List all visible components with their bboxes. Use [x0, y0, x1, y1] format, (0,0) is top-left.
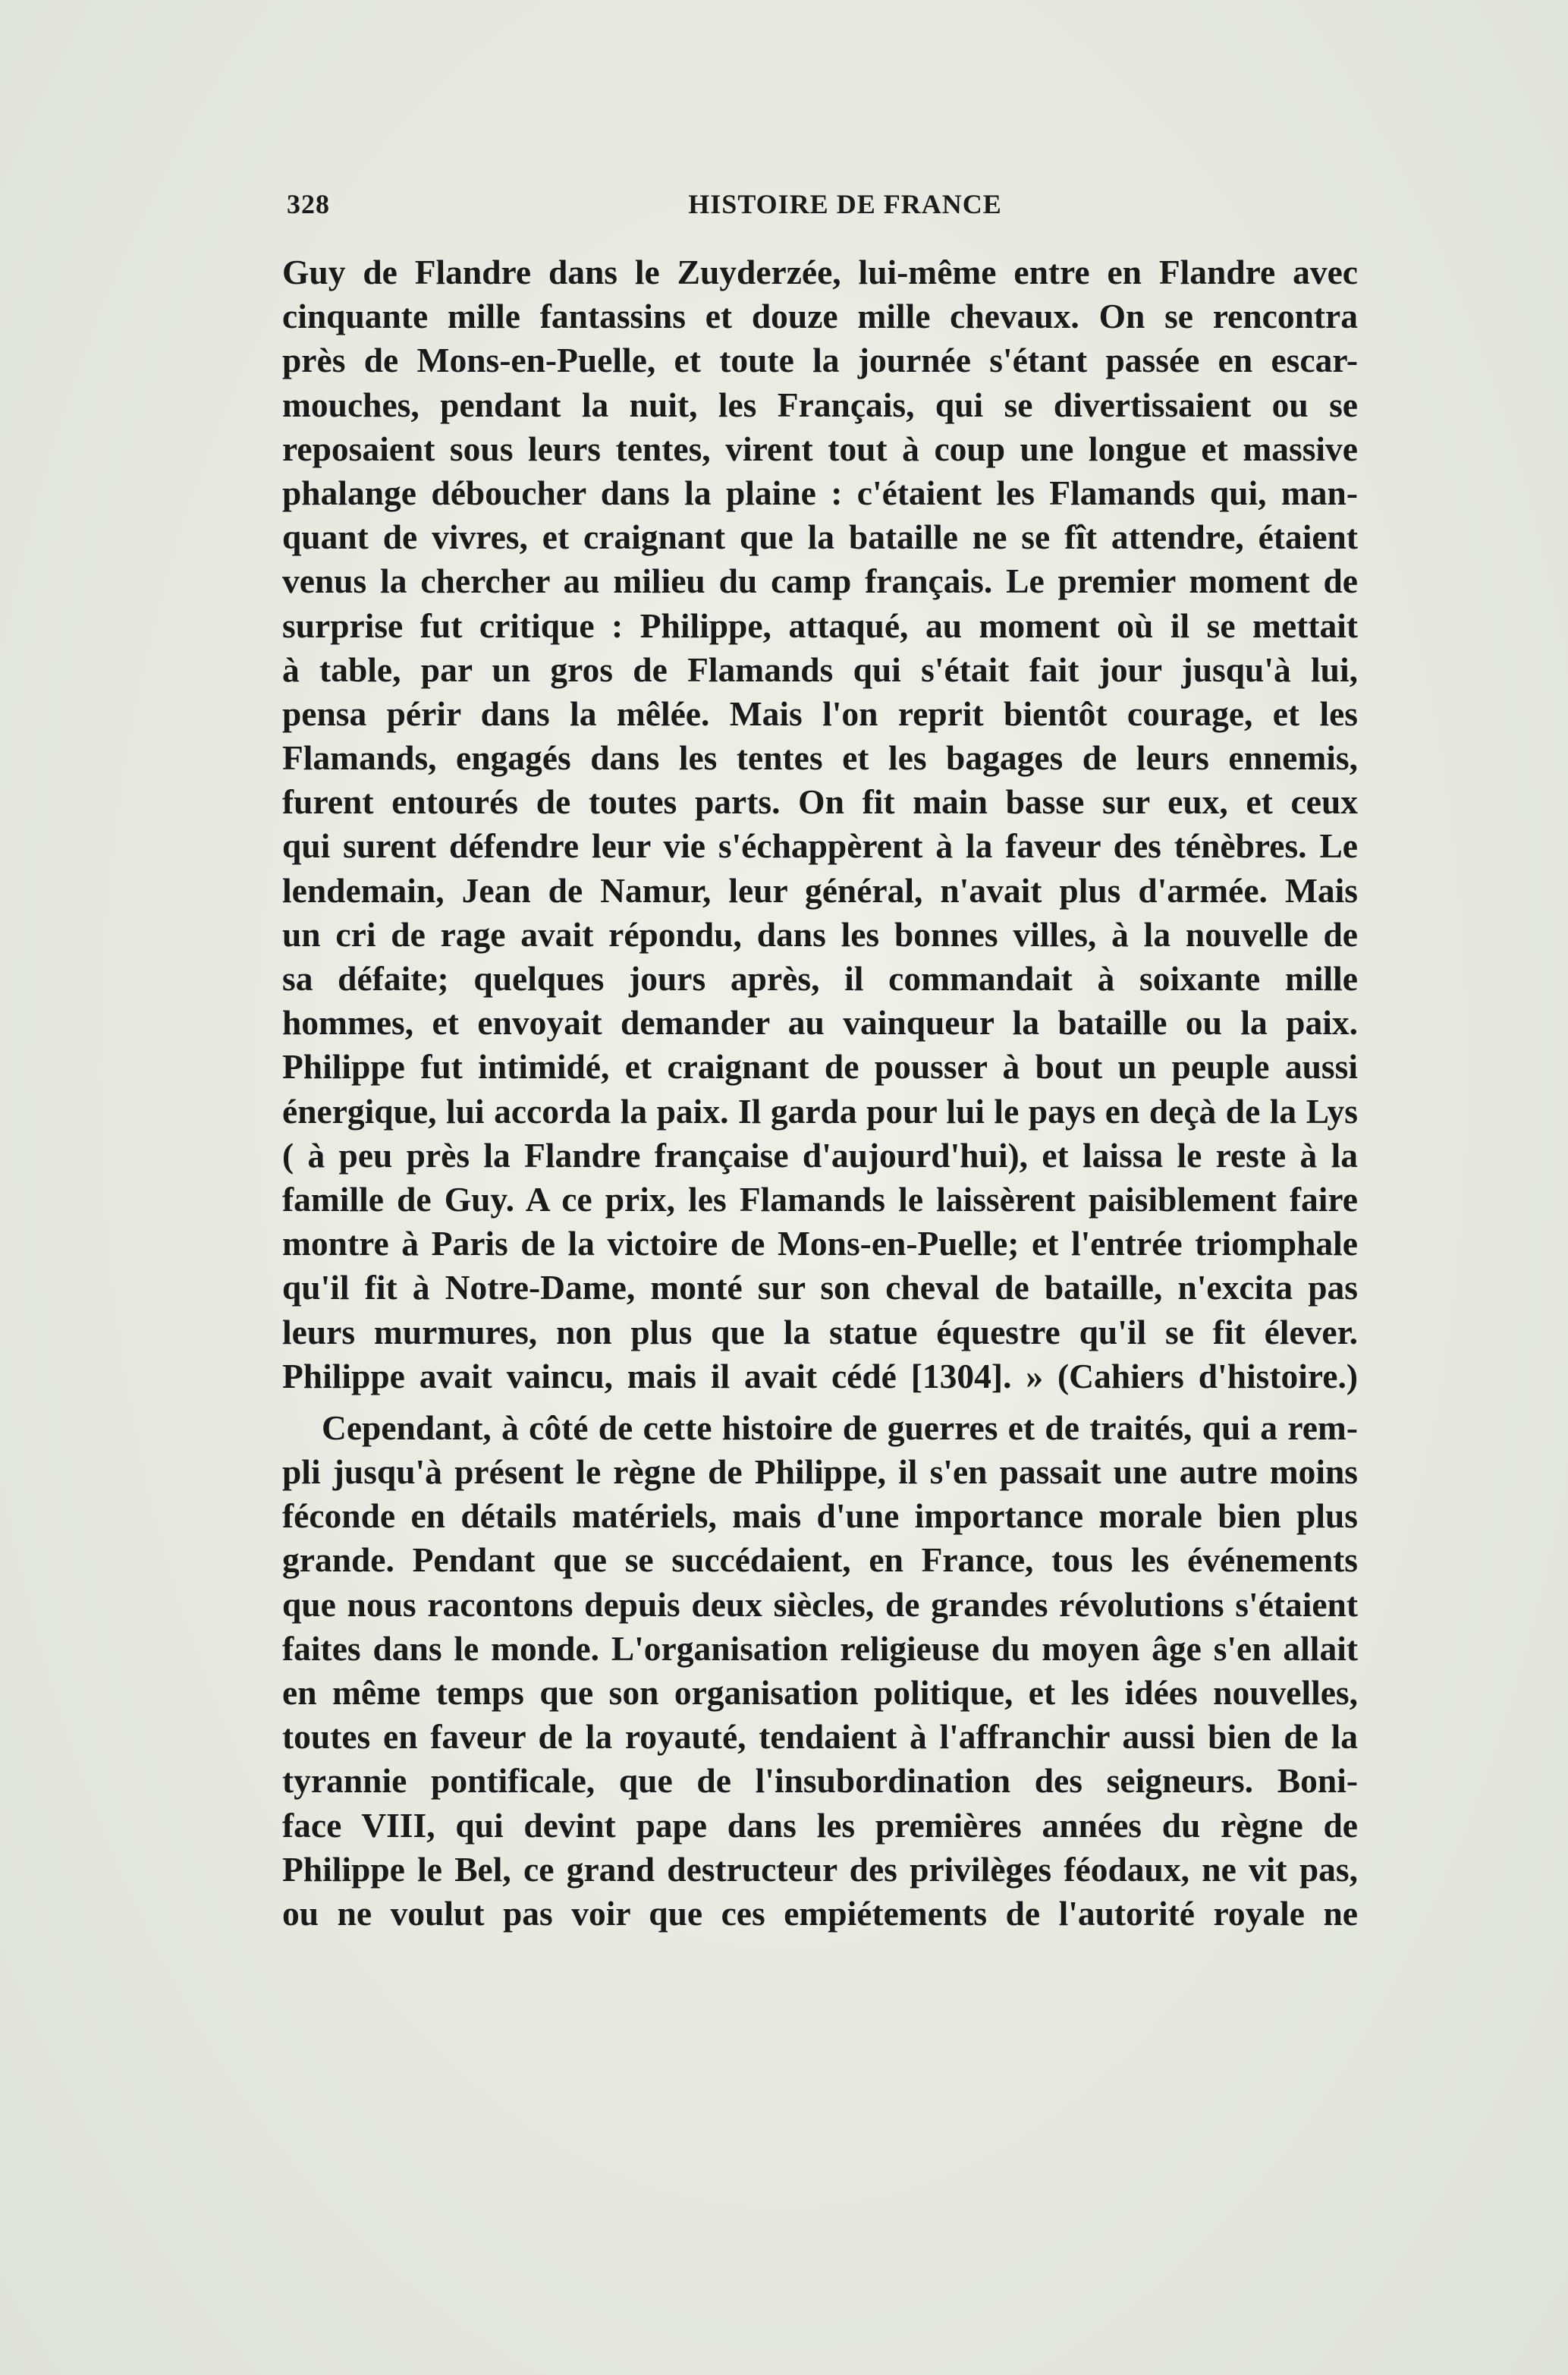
- text-line: ou ne voulut pas voir que ces empiétements de l'autorité royale ne: [282, 1893, 1358, 1933]
- text-line: montre à Paris de la victoire de Mons-en-Puelle; et l'entrée triomphale: [282, 1224, 1358, 1263]
- text-line: Philippe fut intimidé, et craignant de pousser à bout un peuple aussi: [282, 1047, 1358, 1087]
- text-line: quant de vivres, et craignant que la bataille ne se fît attendre, étaient: [282, 517, 1358, 557]
- text-line: toutes en faveur de la royauté, tendaient à l'affranchir aussi bien de la: [282, 1717, 1358, 1757]
- body-text: [282, 250, 1358, 1936]
- text-line: Philippe avait vaincu, mais il avait cédé [1304]. » (Cahiers d'histoire.): [282, 1356, 1358, 1395]
- text-line: pensa périr dans la mêlée. Mais l'on reprit bientôt courage, et les: [282, 694, 1358, 733]
- text-line: venus la chercher au milieu du camp français. Le premier moment de: [282, 562, 1358, 601]
- paragraph-1: [282, 250, 1358, 1398]
- text-line: furent entourés de toutes parts. On fit main basse sur eux, et ceux: [282, 782, 1358, 822]
- text-line: leurs murmures, non plus que la statue équestre qu'il se fit élever.: [282, 1312, 1358, 1351]
- text-line: en même temps que son organisation politique, et les idées nouvelles,: [282, 1673, 1358, 1712]
- text-line: hommes, et envoyait demander au vainqueur la bataille ou la paix.: [282, 1003, 1358, 1043]
- text-line: mouches, pendant la nuit, les Français, qui se divertissaient ou se: [282, 385, 1358, 424]
- paragraph-2: [282, 1406, 1358, 1936]
- text-line: ( à peu près la Flandre française d'aujourd'hui), et laissa le reste à la: [282, 1135, 1358, 1175]
- text-line: sa défaite; quelques jours après, il commandait à soixante mille: [282, 959, 1358, 998]
- text-line: qu'il fit à Notre-Dame, monté sur son cheval de bataille, n'excita pas: [282, 1268, 1358, 1307]
- text-line: famille de Guy. A ce prix, les Flamands le laissèrent paisiblement faire: [282, 1179, 1358, 1219]
- text-line: Flamands, engagés dans les tentes et les bagages de leurs ennemis,: [282, 738, 1358, 778]
- text-line: reposaient sous leurs tentes, virent tout à coup une longue et massive: [282, 429, 1358, 468]
- text-line: à table, par un gros de Flamands qui s'était fait jour jusqu'à lui,: [282, 650, 1358, 689]
- text-line: Philippe le Bel, ce grand destructeur des privilèges féodaux, ne vit pas,: [282, 1849, 1358, 1889]
- text-line: surprise fut critique : Philippe, attaqué, au moment où il se mettait: [282, 606, 1358, 645]
- text-line: un cri de rage avait répondu, dans les bonnes villes, à la nouvelle de: [282, 914, 1358, 954]
- page-header: [284, 188, 1361, 234]
- page-number: 328: [287, 189, 330, 219]
- text-line: énergique, lui accorda la paix. Il garda pour lui le pays en deçà de la Lys: [282, 1091, 1358, 1131]
- text-line: lendemain, Jean de Namur, leur général, n'avait plus d'armée. Mais: [282, 870, 1358, 910]
- text-line: près de Mons-en-Puelle, et toute la journée s'étant passée en escar-: [282, 341, 1358, 380]
- text-line: faites dans le monde. L'organisation religieuse du moyen âge s'en allait: [282, 1628, 1358, 1668]
- text-line: qui surent défendre leur vie s'échappèrent à la faveur des ténèbres. Le: [282, 826, 1358, 866]
- text-line: cinquante mille fantassins et douze mille chevaux. On se rencontra: [282, 297, 1358, 336]
- text-line: Guy de Flandre dans le Zuyderzée, lui-même entre en Flandre avec: [282, 253, 1358, 291]
- running-title: HISTOIRE DE FRANCE: [688, 189, 1002, 219]
- text-line: que nous racontons depuis deux siècles, de grandes révolutions s'étaient: [282, 1584, 1358, 1624]
- text-line: pli jusqu'à présent le règne de Philippe, il s'en passait une autre moins: [282, 1452, 1358, 1492]
- text-line: face VIII, qui devint pape dans les premières années du règne de: [282, 1805, 1358, 1845]
- text-line: phalange déboucher dans la plaine : c'étaient les Flamands qui, man-: [282, 473, 1358, 512]
- text-line: Cependant, à côté de cette histoire de guerres et de traités, qui a rem-: [322, 1408, 1358, 1447]
- text-line: grande. Pendant que se succédaient, en France, tous les événements: [282, 1540, 1358, 1580]
- text-line: tyrannie pontificale, que de l'insubordination des seigneurs. Boni-: [282, 1761, 1358, 1801]
- text-line: féconde en détails matériels, mais d'une importance morale bien plus: [282, 1496, 1358, 1536]
